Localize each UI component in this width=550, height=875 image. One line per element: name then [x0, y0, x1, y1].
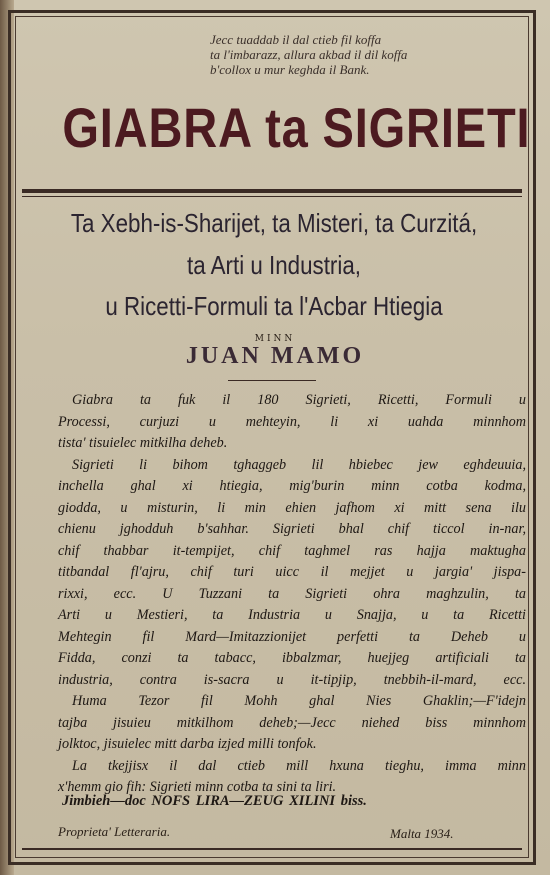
body-line: Giabra ta fuk il 180 Sigrieti, Ricetti, Formuli u — [72, 392, 526, 408]
body-line: tista' tisuielec mitkilha deheb. — [58, 435, 228, 451]
title-rule-thick — [22, 189, 522, 193]
epigraph-line: ta l'imbarazz, allura akbad il dil koffa — [210, 47, 408, 62]
place-date: Malta 1934. — [390, 826, 454, 841]
body-line: Processi, curjuzi u mehteyin, li xi uahda minnhom — [58, 413, 526, 430]
body-line: giodda, u misturin, li min ehien jafhom xi mitt sena ilu — [58, 499, 526, 516]
price-line: Jimbieh—doc NOFS LIRA—ZEUG XILINI biss. — [62, 793, 367, 809]
subtitle-line: u Ricetti-Formuli ta l'Acbar Htiegia — [105, 291, 443, 321]
by-label: MINN — [254, 334, 296, 344]
body-line: La tkejjisx il dal ctieb mill hxuna tieghu, imma minn — [72, 757, 526, 774]
body-line: rixxi, ecc. U Tuzzani ta Sigrieti ohra maghzulin, ta — [58, 585, 526, 602]
epigraph-line: b'collox u mur keghda il Bank. — [210, 62, 370, 77]
author-rule — [228, 380, 316, 381]
body-line: chienu jghodduh b'sahhar. Sigrieti bhal chif ticcol in-nar, — [58, 521, 526, 537]
body-line: Huma Tezor fil Mohh ghal Nies Ghaklin;—F'idejn — [72, 693, 526, 709]
body-line: Arti u Mestieri, ta Industria u Snajja, u ta Ricetti — [58, 607, 526, 623]
body-line: tajba jisuieu mitkilhom deheb;—Jecc niehed biss minnhom — [58, 714, 526, 731]
body-line: inchella ghal xi htiegia, mig'burin minn cotba kodma, — [58, 478, 526, 494]
body-line: Mehtegin fil Mard—Imitazzionijet perfetti ta Deheb u — [58, 628, 526, 645]
bottom-rule — [22, 848, 522, 850]
body-line: industria, contra is-sacra u it-tipjip, tnebbih-il-mard, ecc. — [58, 671, 526, 688]
body-line: x'hemm gio fih: Sigrieti minn cotba ta sini ta liri. — [58, 779, 337, 795]
title-rule-thin — [22, 196, 522, 197]
body-line: chif thabbar it-tempijet, chif taghmel ras hajja maktugha — [58, 542, 526, 559]
subtitle-line: Ta Xebh-is-Sharijet, ta Misteri, ta Curzitá, — [70, 208, 478, 238]
body-line: jolktoc, jisuielec mitt darba izjed milli tonfok. — [58, 736, 317, 752]
subtitle-line: ta Arti u Industria, — [186, 250, 361, 280]
copyright-notice: Proprieta' Letteraria. — [58, 824, 171, 839]
book-title: GIABRA ta SIGRIETI — [62, 96, 531, 159]
body-line: Fidda, conzi ta tabacc, ibbalzmar, huejjeg artificiali ta — [58, 650, 526, 666]
body-line: titbandal fl'ajru, chif turi uicc il mejjet u jargia' jispa- — [58, 564, 526, 580]
author-name: JUAN MAMO — [185, 343, 365, 369]
body-line: Sigrieti li bihom tghaggeb lil hbiebec jew eghdeuuia, — [72, 456, 526, 473]
epigraph — [210, 32, 510, 77]
epigraph-line: Jecc tuaddab il dal ctieb fil koffa — [210, 32, 382, 47]
description-text — [58, 390, 526, 799]
